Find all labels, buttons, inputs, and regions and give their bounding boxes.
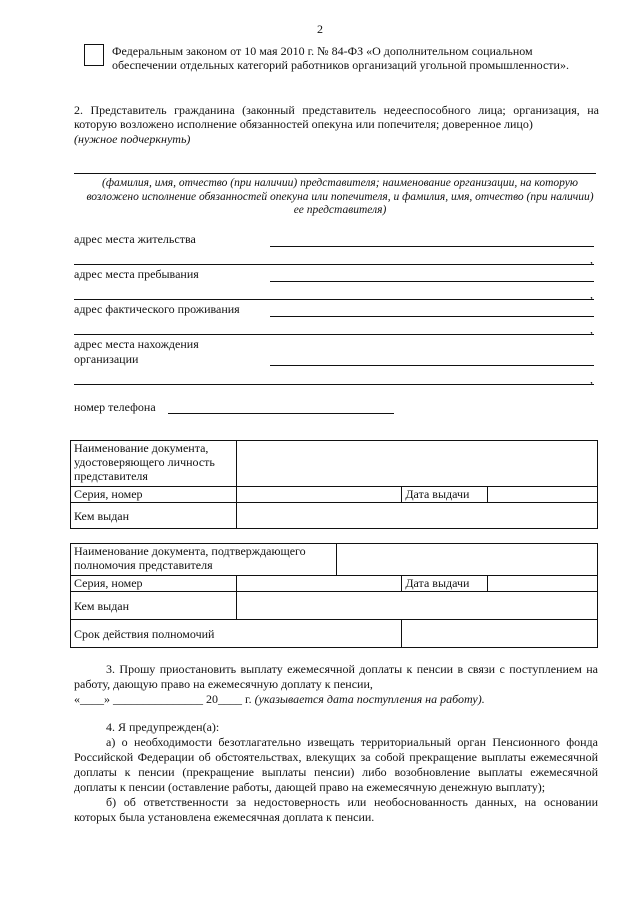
law-option-text: Федеральным законом от 10 мая 2010 г. № 84-ФЗ «О дополнительном социальном обеспечении отдельных категорий работников организаций угольной промышленности».	[112, 44, 569, 72]
request-text: 3. Прошу приостановить выплату ежемесячной доплаты к пенсии в связи с поступлением на работу, дающую право на ежемесячную доплату к пенсии,	[74, 662, 598, 691]
authority-validity-value[interactable]	[402, 620, 598, 648]
actual-address-field[interactable]	[270, 316, 594, 317]
stay-address-label: адрес места пребывания	[74, 267, 199, 281]
stay-address-field-2[interactable]	[74, 299, 594, 300]
identity-title-cell: Наименование документа, удостоверяющего личность представителя	[71, 441, 237, 487]
authority-issued-value[interactable]	[236, 592, 597, 620]
org-address-field-2[interactable]	[74, 384, 594, 385]
page-number: 2	[317, 22, 323, 36]
identity-issued-value[interactable]	[236, 503, 597, 529]
comma: ,	[590, 372, 593, 386]
org-address-label-1: адрес места нахождения	[74, 337, 199, 351]
residence-address-field[interactable]	[270, 246, 594, 247]
authority-series-label: Серия, номер	[71, 576, 237, 592]
comma: ,	[590, 322, 593, 336]
phone-field[interactable]	[168, 413, 394, 414]
warning-heading: 4. Я предупрежден(а):	[106, 720, 220, 734]
authority-title-cell: Наименование документа, подтверждающего полномочия представителя	[71, 544, 337, 576]
identity-date-label: Дата выдачи	[402, 487, 488, 503]
warning-item-b: б) об ответственности за недостоверность или необоснованность данных, на основании которых была установлена ежемесячная доплата к пенсии.	[74, 795, 598, 824]
authority-date-label: Дата выдачи	[402, 576, 488, 592]
warning-item-a: а) о необходимости безотлагательно извещать территориальный орган Пенсионного фонда Российской Федерации об обстоятельствах, влекущих за собой прекращение выплаты ежемесячной доплаты к пенсии (прекращение выплаты пенсии) либо возобновление выплаты ежемесячной доплаты к пенсии (оставление работы, дающей право на ежемесячную денежную выплату);	[74, 735, 598, 794]
comma: ,	[590, 252, 593, 266]
request-date-field[interactable]: «____» _______________ 20____ г.	[74, 692, 252, 706]
identity-date-value[interactable]	[488, 487, 598, 503]
identity-title-value[interactable]	[236, 441, 597, 487]
request-paragraph	[74, 662, 598, 707]
identity-document-table	[70, 440, 598, 529]
law-option-checkbox[interactable]	[84, 44, 104, 66]
warning-section	[74, 720, 598, 825]
org-address-field[interactable]	[270, 365, 594, 366]
authority-document-table	[70, 543, 598, 648]
authority-validity-label: Срок действия полномочий	[71, 620, 402, 648]
representative-note: (нужное подчеркнуть)	[74, 132, 191, 146]
comma: ,	[590, 287, 593, 301]
residence-address-field-2[interactable]	[74, 264, 594, 265]
actual-address-label: адрес фактического проживания	[74, 302, 240, 316]
representative-heading: 2. Представитель гражданина (законный представитель недееспособного лица; организация, на которую возложено исполнение обязанностей опекуна или попечителя; доверенное лицо)	[74, 103, 599, 131]
authority-issued-label: Кем выдан	[71, 592, 237, 620]
authority-title-value[interactable]	[336, 544, 597, 576]
phone-label: номер телефона	[74, 400, 156, 414]
stay-address-field[interactable]	[270, 281, 594, 282]
request-date-note: (указывается дата поступления на работу).	[254, 692, 485, 706]
representative-caption: (фамилия, имя, отчество (при наличии) представителя; наименование организации, на которую возложено исполнение обязанностей опекуна или попечителя, и фамилия, имя, отчество (при наличии) ее представителя)	[86, 177, 594, 216]
residence-address-label: адрес места жительства	[74, 232, 196, 246]
authority-date-value[interactable]	[488, 576, 598, 592]
identity-series-label: Серия, номер	[71, 487, 237, 503]
org-address-label-2: организации	[74, 352, 139, 366]
identity-issued-label: Кем выдан	[71, 503, 237, 529]
authority-series-value[interactable]	[236, 576, 402, 592]
representative-name-field[interactable]	[74, 173, 596, 174]
identity-series-value[interactable]	[236, 487, 402, 503]
actual-address-field-2[interactable]	[74, 334, 594, 335]
